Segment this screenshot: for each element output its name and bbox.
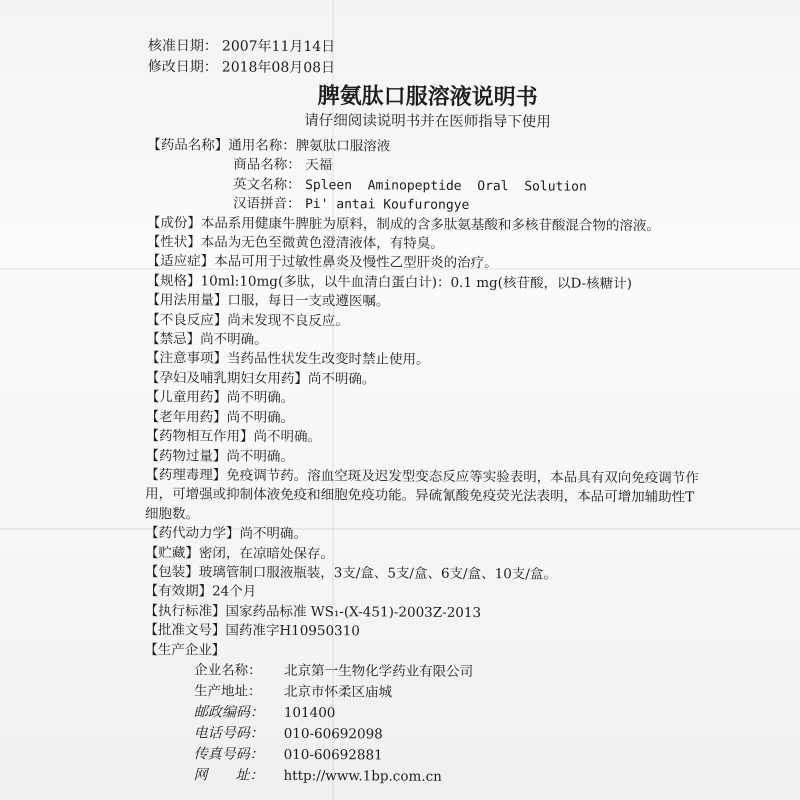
section-text: 尚不明确。 xyxy=(239,525,308,543)
address-label: 生产地址： xyxy=(193,683,262,700)
section-tag: 【老年用药】 xyxy=(145,408,227,426)
generic-name-row xyxy=(147,136,707,159)
fax-label: 传真号码： xyxy=(193,746,264,763)
section-tag: 【药理毒理】 xyxy=(145,466,227,484)
phone-label: 电话号码： xyxy=(193,725,264,742)
revision-date-line xyxy=(148,57,708,81)
english-name-label: 英文名称： xyxy=(233,176,301,193)
generic-name-label: 通用名称： xyxy=(228,137,296,154)
section-tag: 【性状】 xyxy=(146,234,201,251)
section-pharmacology xyxy=(145,466,705,528)
drug-name-section xyxy=(147,136,707,217)
address-value: 北京市怀柔区庙城 xyxy=(283,683,393,701)
section-tag: 【成份】 xyxy=(146,214,201,231)
section-tag: 【包装】 xyxy=(144,563,199,581)
document-subtitle: 请仔细阅读说明书并在医师指导下使用 xyxy=(304,112,551,131)
leaflet-content xyxy=(143,36,708,789)
section-text: 尚不明确。 xyxy=(226,389,295,407)
section-text: 24个月 xyxy=(212,583,257,601)
section-tag: 【孕妇及哺乳期妇女用药】 xyxy=(145,369,308,387)
section-approval-number xyxy=(144,621,704,644)
section-text: 尚不明确。 xyxy=(200,331,268,348)
section-text: 尚不明确。 xyxy=(307,370,376,388)
section-text: 免疫调节药。溶血空斑及迟发型变态反应等实验表明，本品具有双向免疫调节作用，可增强或抑制体液免疫和细胞免疫功能。异硫氰酸免疫荧光法表明，本品可增加辅助性T细胞数。 xyxy=(145,467,699,523)
section-text: 国家药品标准 WS₁-(X-451)-2003Z-2013 xyxy=(225,603,482,621)
english-name-value: Spleen Aminopeptide Oral Solution xyxy=(305,177,587,195)
pinyin-name-value: Pi' antai Koufurongye xyxy=(304,197,470,214)
section-tag: 【有效期】 xyxy=(144,583,213,600)
document-title: 脾氨肽口服溶液说明书 xyxy=(317,83,538,111)
section-tag: 【适应症】 xyxy=(146,253,215,270)
trade-name-value: 天福 xyxy=(305,157,333,174)
section-tag: 【儿童用药】 xyxy=(145,389,227,406)
postal-label: 邮政编码： xyxy=(193,704,264,721)
section-text: 当药品性状发生改变时禁止使用。 xyxy=(226,350,430,369)
section-text: 尚未发现不良反应。 xyxy=(227,312,349,329)
section-text: 密闭，在凉暗处保存。 xyxy=(198,544,334,562)
postal-value: 101400 xyxy=(283,704,336,722)
phone-value: 010-60692098 xyxy=(283,725,383,743)
section-text: 10ml:10mg(多肽，以牛血清白蛋白计)：0.1 mg(核苷酸，以D-核糖计) xyxy=(200,273,632,292)
section-tag: 【不良反应】 xyxy=(146,311,228,329)
generic-name-value: 脾氨肽口服溶液 xyxy=(295,137,391,155)
section-tag: 【药代动力学】 xyxy=(144,525,240,542)
revision-label: 修改日期： xyxy=(147,58,218,76)
website-label: 网 址： xyxy=(193,767,264,784)
section-tag: 【批准文号】 xyxy=(144,622,226,639)
section-text: 尚不明确。 xyxy=(226,409,295,426)
section-tag: 【贮藏】 xyxy=(144,544,199,561)
approval-date: 2007年11月14日 xyxy=(221,38,336,56)
section-text: 本品可用于过敏性鼻炎及慢性乙型肝炎的治疗。 xyxy=(214,253,498,272)
section-text: 玻璃管制口服液瓶装，3支/盒、5支/盒、6支/盒、10支/盒。 xyxy=(198,564,557,583)
section-tag: 【执行标准】 xyxy=(144,602,226,620)
section-tag: 【规格】 xyxy=(146,272,201,290)
section-text: 尚不明确。 xyxy=(253,428,322,446)
revision-date: 2018年08月08日 xyxy=(221,59,336,77)
section-text: 口服，每日一支或遵医嘱。 xyxy=(227,292,390,310)
website-value: http://www.1bp.com.cn xyxy=(283,767,442,785)
company-name-value: 北京第一生物化学药业有限公司 xyxy=(284,662,474,680)
section-text: 尚不明确。 xyxy=(226,447,294,465)
section-tag: 【用法用量】 xyxy=(146,292,228,309)
section-interactions xyxy=(145,427,705,450)
fax-value: 010-60692881 xyxy=(283,746,383,764)
manufacturer-details xyxy=(143,660,704,789)
section-text: 国药准字H10950310 xyxy=(225,622,360,640)
section-tag: 【禁忌】 xyxy=(146,331,201,348)
section-tag: 【生产企业】 xyxy=(144,641,226,659)
section-tag: 【药物相互作用】 xyxy=(145,428,254,445)
section-tag: 【药品名称】 xyxy=(147,136,229,154)
approval-label: 核准日期： xyxy=(147,37,218,55)
section-tag: 【药物过量】 xyxy=(145,447,227,464)
section-text: 本品为无色至微黄色澄清液体，有特臭。 xyxy=(200,234,444,252)
section-tag: 【注意事项】 xyxy=(145,350,228,367)
trade-name-label: 商品名称： xyxy=(233,156,301,174)
section-text: 本品系用健康牛脾脏为原料，制成的含多肽氨基酸和多核苷酸混合物的溶液。 xyxy=(200,214,660,234)
website-row xyxy=(193,765,703,789)
pinyin-name-label: 汉语拼音： xyxy=(232,195,301,213)
company-name-label: 企业名称： xyxy=(194,662,262,679)
